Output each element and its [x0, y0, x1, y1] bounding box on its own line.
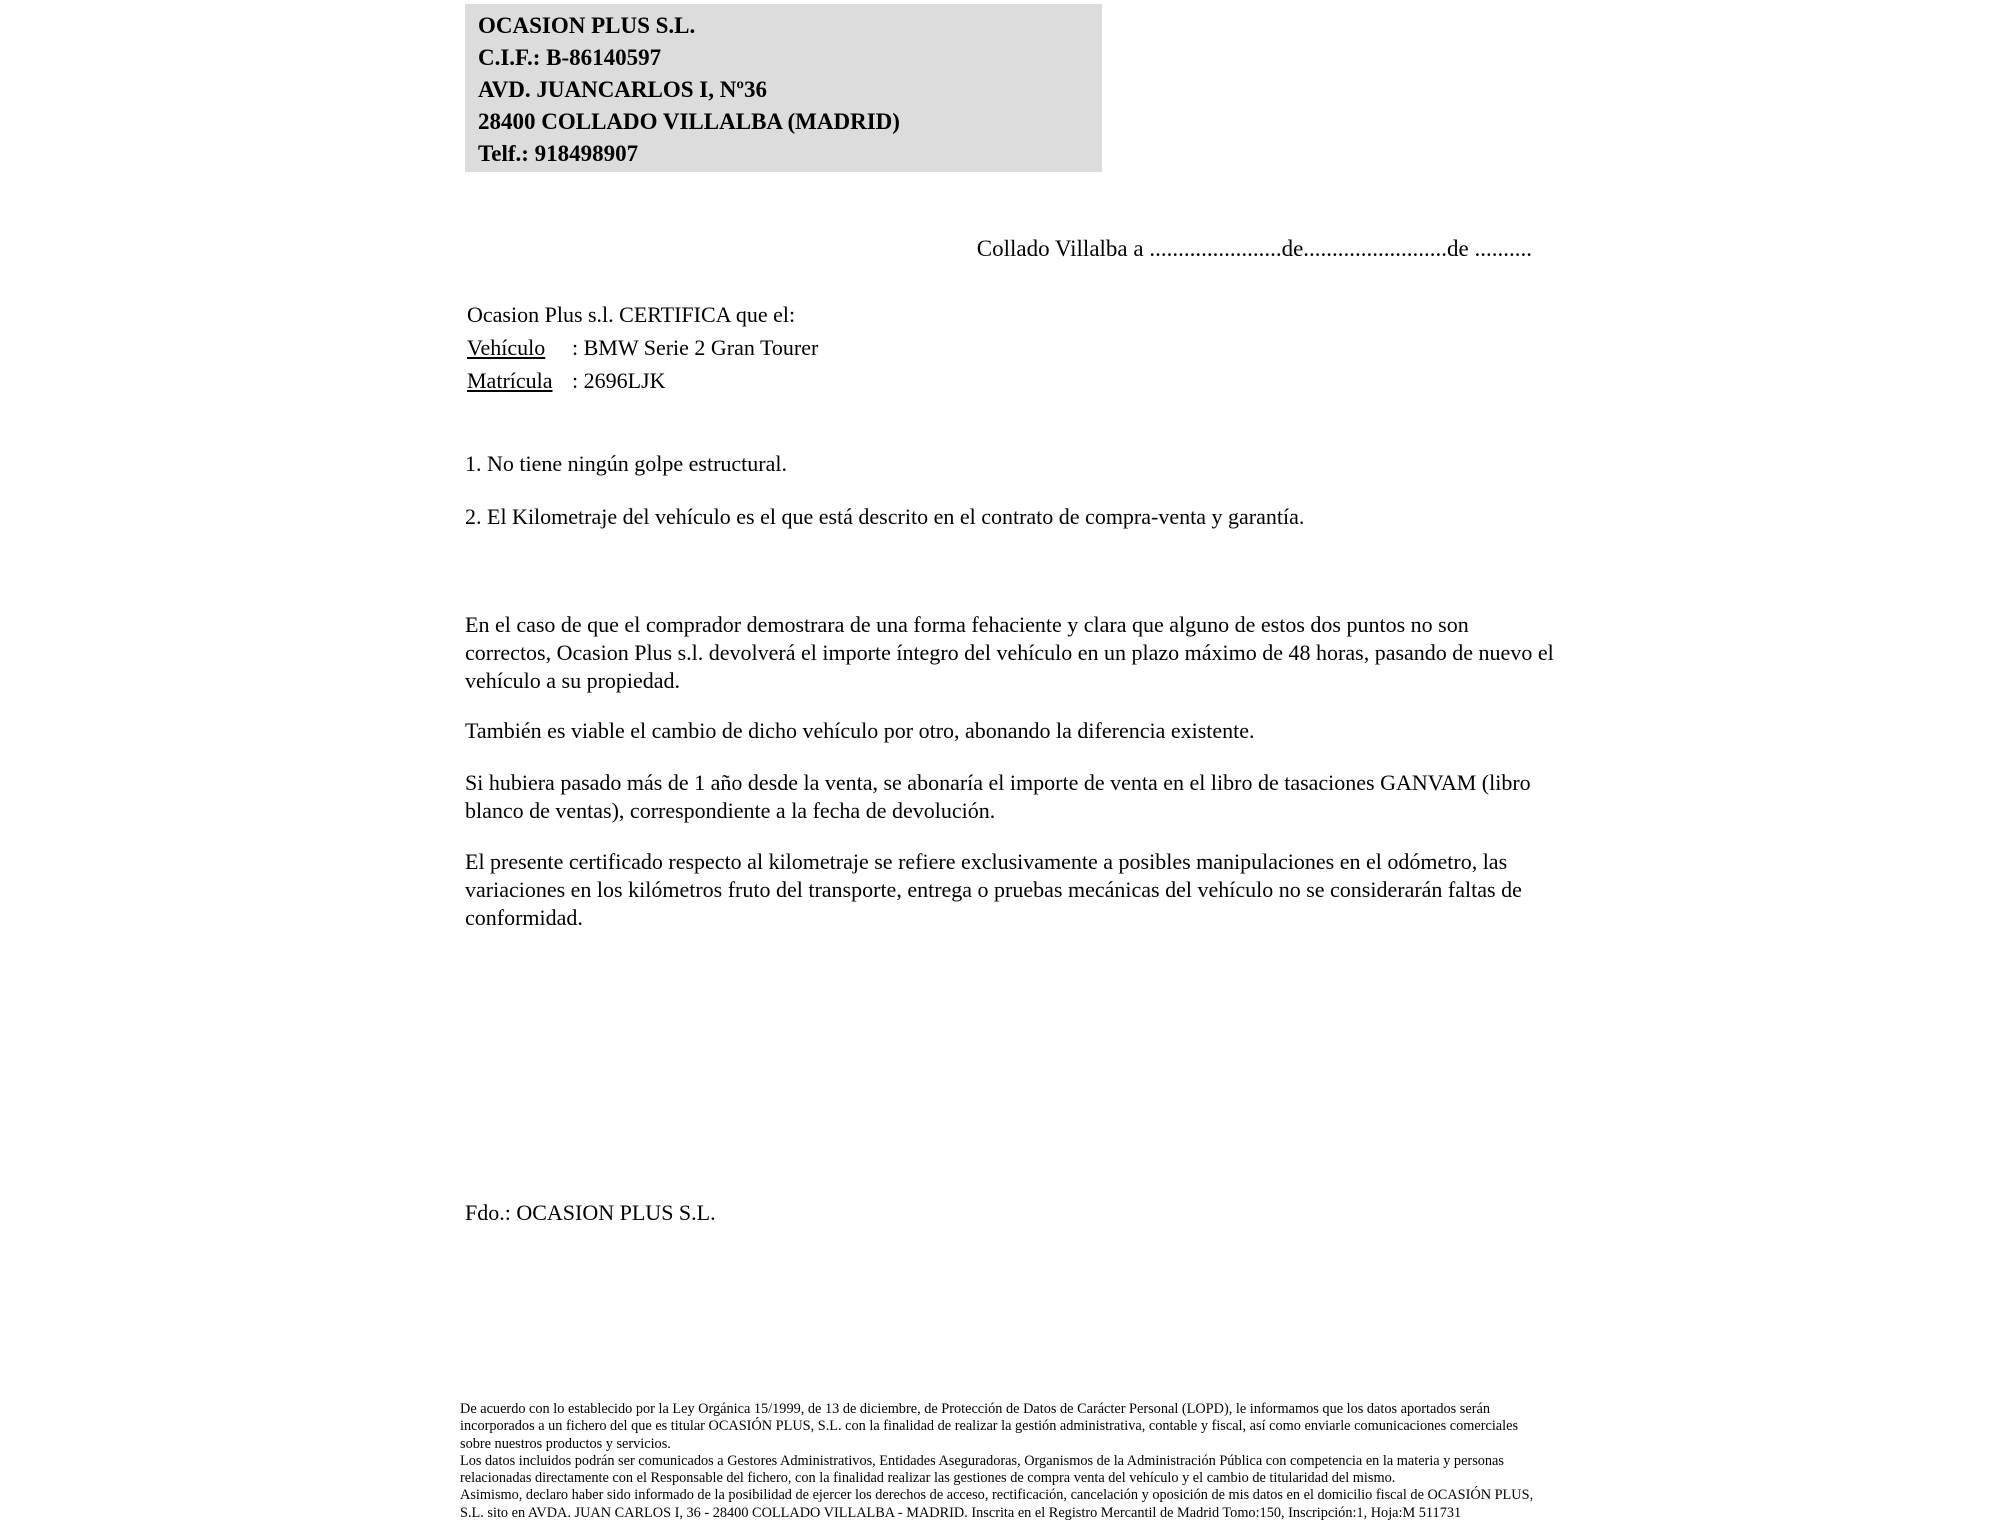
date-line: Collado Villalba a .......................de.........................de .......... [976, 236, 1532, 261]
certification-intro: Ocasion Plus s.l. CERTIFICA que el: [467, 302, 796, 327]
legal-notice-data-sharing: Los datos incluidos podrán ser comunicados a Gestores Administrativos, Entidades Aseguradoras, Organismos de la Administración Pública con competencia en la materia y personas relacionadas directamente con el Responsable del fichero, con la finalidad realizar las gestiones de compra venta del vehículo y el cambio de titularidad del mismo. [460, 1452, 1504, 1487]
company-address: AVD. JUANCARLOS I, Nº36 [478, 77, 767, 102]
company-name: OCASION PLUS S.L. [478, 13, 696, 38]
legal-notice-rights: Asimismo, declaro haber sido informado de la posibilidad de ejercer los derechos de acceso, rectificación, cancelación y oposición de mis datos en el domicilio fiscal de OCASIÓN PLUS, S.L. sito en AVDA. JUAN CARLOS I, 36 - 28400 COLLADO VILLALBA - MADRID. Inscrita en el Registro Mercantil de Madrid Tomo:150, Inscripción:1, Hoja:M 511731 [460, 1487, 1534, 1521]
plate-value: : 2696LJK [572, 368, 666, 393]
plate-row [467, 364, 818, 397]
company-cif: C.I.F.: B-86140597 [478, 45, 662, 70]
paragraph-refund: En el caso de que el comprador demostrara de una forma fehaciente y clara que alguno de estos dos puntos no son correctos, Ocasion Plus s.l. devolverá el importe íntegro del vehículo en un plazo máximo de 48 horas, pasando de nuevo el vehículo a su propiedad. [465, 612, 1554, 693]
plate-label: Matrícula [467, 368, 553, 393]
certification-block [467, 298, 818, 397]
paragraph-exchange: También es viable el cambio de dicho vehículo por otro, abonando la diferencia existente. [465, 718, 1255, 743]
vehicle-value: : BMW Serie 2 Gran Tourer [572, 335, 819, 360]
paragraph-ganvam: Si hubiera pasado más de 1 año desde la venta, se abonaría el importe de venta en el libro de tasaciones GANVAM (libro blanco de ventas), correspondiente a la fecha de devolución. [465, 770, 1531, 823]
company-phone: Telf.: 918498907 [478, 141, 639, 166]
legal-notice-lopd: De acuerdo con lo establecido por la Ley Orgánica 15/1999, de 13 de diciembre, de Protección de Datos de Carácter Personal (LOPD), le informamos que los datos aportados serán incorporados a un fichero del que es titular OCASIÓN PLUS, S.L. con la finalidad de realizar la gestión administrativa, contable y fiscal, así como enviarle comunicaciones comerciales sobre nuestros productos y servicios. [460, 1401, 1519, 1452]
company-city: 28400 COLLADO VILLALBA (MADRID) [478, 109, 900, 134]
vehicle-label: Vehículo [467, 335, 546, 360]
vehicle-row [467, 331, 818, 364]
signature-line: Fdo.: OCASION PLUS S.L. [465, 1200, 716, 1225]
clause-structural: 1. No tiene ningún golpe estructural. [465, 451, 787, 476]
paragraph-odometer: El presente certificado respecto al kilometraje se refiere exclusivamente a posibles manipulaciones en el odómetro, las variaciones en los kilómetros fruto del transporte, entrega o pruebas mecánicas del vehículo no se considerarán faltas de conformidad. [465, 849, 1522, 930]
clause-mileage: 2. El Kilometraje del vehículo es el que está descrito en el contrato de compra-venta y garantía. [465, 504, 1305, 529]
company-letterhead [465, 4, 1102, 172]
legal-notice [460, 1401, 1538, 1522]
